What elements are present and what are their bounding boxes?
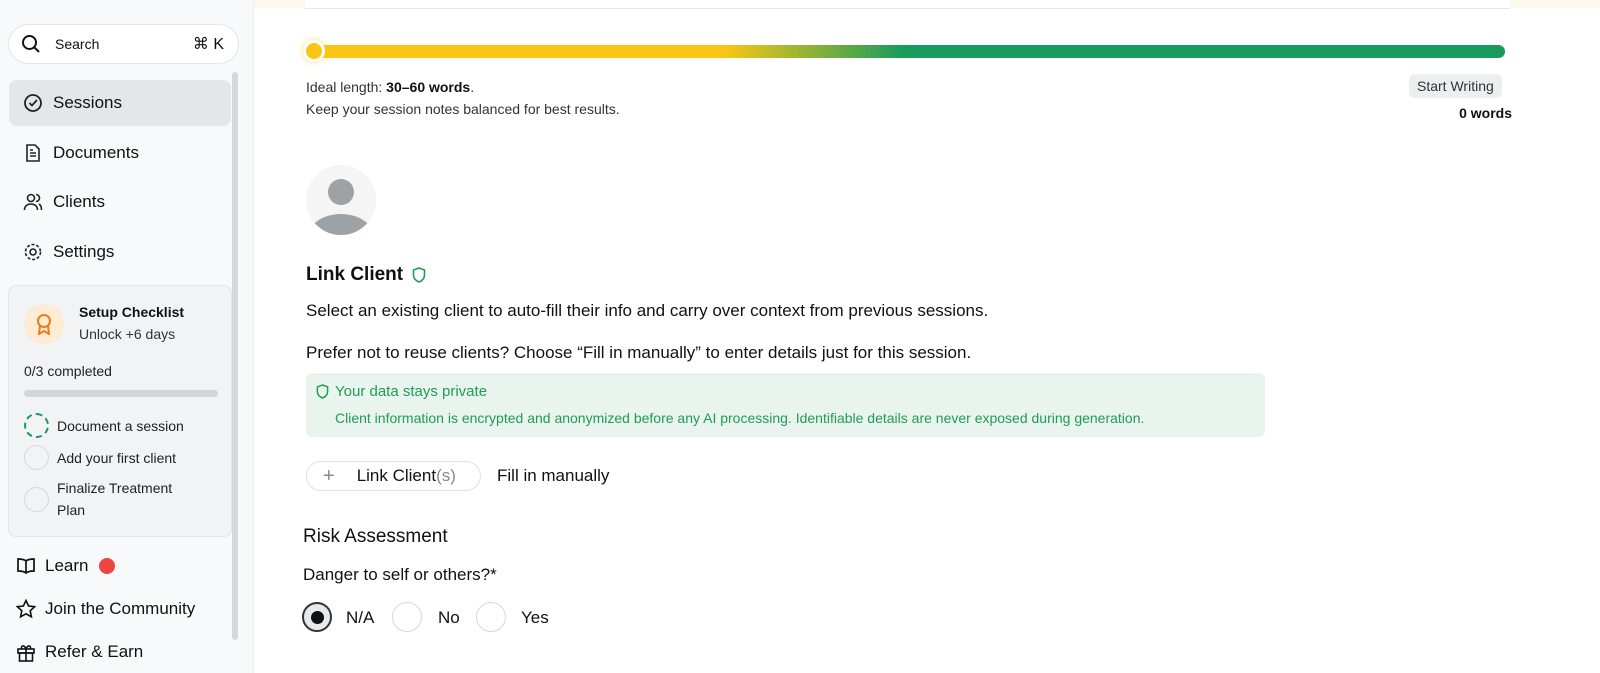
checklist-item-label: Add your first client xyxy=(57,449,177,466)
checklist-item[interactable] xyxy=(24,413,184,438)
checklist-title: Setup Checklist xyxy=(79,304,185,320)
search-label: Search xyxy=(55,36,100,52)
sidebar-item-documents[interactable] xyxy=(9,130,231,176)
client-avatar xyxy=(306,165,376,235)
checklist-item[interactable] xyxy=(24,477,177,521)
checklist-progress-text: 0/3 completed xyxy=(24,363,112,379)
notes-textarea[interactable] xyxy=(305,0,1510,9)
manual-option-description: Prefer not to reuse clients? Choose “Fill in manually” to enter details just for this session. xyxy=(306,343,972,362)
word-count-indicator xyxy=(303,40,325,62)
link-label: Join the Community xyxy=(45,599,196,618)
sidebar-link-community[interactable] xyxy=(16,599,195,619)
search-button[interactable] xyxy=(8,24,239,64)
sidebar-item-sessions[interactable] xyxy=(9,80,231,126)
notification-dot xyxy=(99,558,115,574)
check-circle-icon xyxy=(23,93,43,113)
button-label-suffix: (s) xyxy=(436,466,456,485)
ideal-length-text: Ideal length: 30–60 words. xyxy=(306,79,475,95)
radio-yes[interactable] xyxy=(476,602,506,632)
book-icon xyxy=(16,556,36,576)
setup-checklist[interactable] xyxy=(8,285,232,537)
gear-icon xyxy=(23,242,43,262)
sidebar-item-label: Clients xyxy=(53,192,105,211)
sidebar-item-label: Documents xyxy=(53,143,139,162)
start-writing-button[interactable]: Start Writing xyxy=(1409,74,1502,98)
sidebar-item-clients[interactable] xyxy=(9,179,231,225)
radio-no[interactable] xyxy=(392,602,422,632)
document-icon xyxy=(23,143,43,163)
award-icon xyxy=(24,304,64,344)
gift-icon xyxy=(16,642,36,662)
radio-label: Yes xyxy=(521,608,549,627)
star-icon xyxy=(16,599,36,619)
sidebar-item-label: Settings xyxy=(53,242,115,261)
shield-icon xyxy=(412,267,426,283)
link-label: Refer & Earn xyxy=(45,642,144,661)
privacy-title: Your data stays private xyxy=(335,383,488,400)
shield-icon xyxy=(316,384,329,399)
checklist-progress-bar xyxy=(24,390,218,397)
checklist-subtitle: Unlock +6 days xyxy=(79,326,176,342)
button-label: Link Client xyxy=(356,466,437,485)
privacy-text: Client information is encrypted and anonymized before any AI processing. Identifiable details are never exposed during generation. xyxy=(335,410,1145,426)
word-length-bar xyxy=(306,45,1505,58)
empty-circle-icon xyxy=(24,487,49,512)
search-shortcut: ⌘ K xyxy=(192,36,224,53)
link-client-heading: Link Client xyxy=(306,264,426,286)
plus-icon: + xyxy=(323,464,335,487)
radio-label: N/A xyxy=(346,608,375,627)
sidebar-item-label: Sessions xyxy=(53,93,122,112)
checklist-item-label: Document a session xyxy=(57,417,184,434)
danger-question: Danger to self or others?* xyxy=(303,565,497,584)
checklist-item-label: Finalize Treatment Plan xyxy=(57,480,173,518)
link-label: Learn xyxy=(45,556,89,575)
sidebar-scrollbar[interactable] xyxy=(232,72,238,640)
privacy-notice xyxy=(306,373,1265,437)
search-icon xyxy=(21,34,41,54)
sidebar-link-learn[interactable] xyxy=(16,556,115,576)
sidebar xyxy=(0,0,254,673)
radio-label: No xyxy=(438,608,460,627)
sidebar-link-refer[interactable] xyxy=(16,642,143,662)
link-clients-button[interactable] xyxy=(306,461,481,491)
link-client-description: Select an existing client to auto-fill their info and carry over context from previous sessions. xyxy=(306,301,989,320)
word-count: 0 words xyxy=(1459,105,1512,121)
sidebar-item-settings[interactable] xyxy=(9,229,231,275)
length-hint: Keep your session notes balanced for best results. xyxy=(306,101,620,117)
radio-na[interactable] xyxy=(302,602,332,632)
fill-manually-button[interactable]: Fill in manually xyxy=(497,466,610,485)
empty-circle-icon xyxy=(24,445,49,470)
in-progress-circle-icon xyxy=(24,413,49,438)
risk-assessment-heading: Risk Assessment xyxy=(303,526,448,547)
users-icon xyxy=(23,192,43,212)
checklist-item[interactable] xyxy=(24,445,176,470)
